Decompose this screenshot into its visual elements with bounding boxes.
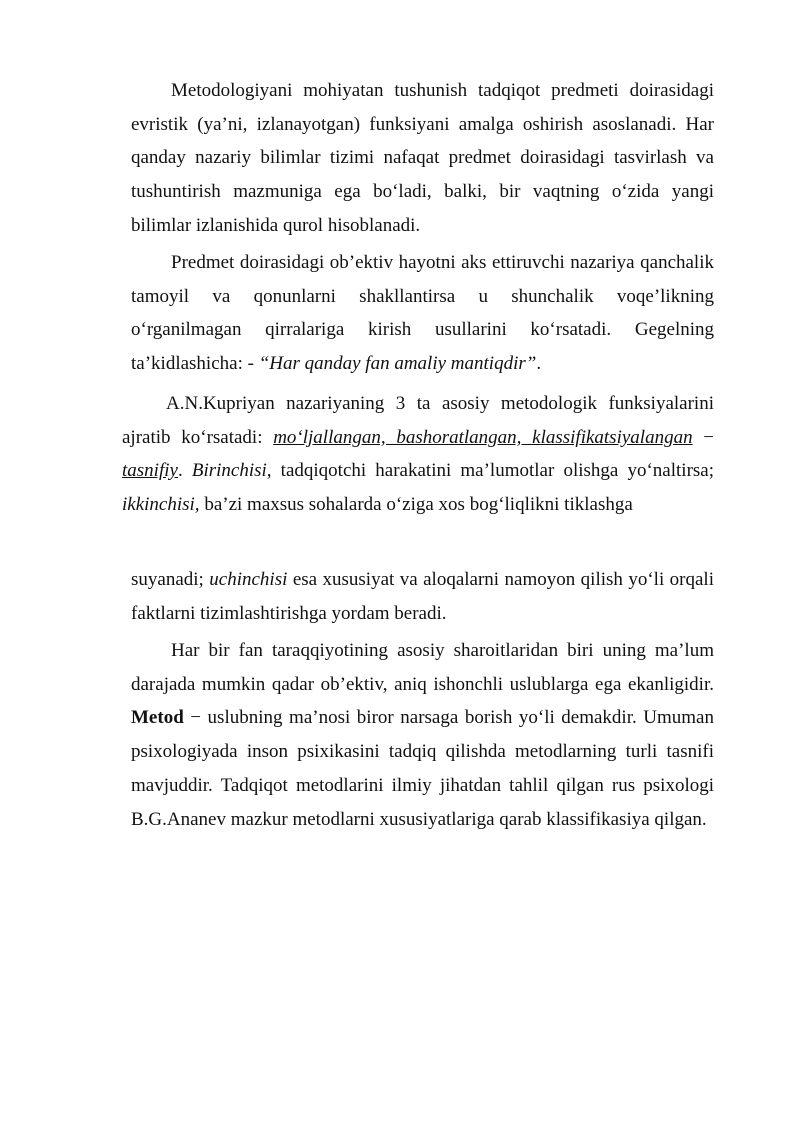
paragraph-text: . [177, 460, 192, 482]
method-term: Metod [131, 707, 184, 729]
paragraph-theory [131, 246, 714, 381]
paragraph-continuation [131, 563, 714, 630]
paragraph-text: Metodologiyani mohiyatan tushunish tadqiqot predmeti doirasidagi evristik (ya’ni, izlanayotgan) funksiyani amalga oshirish asoslanadi. Har qanday nazariy bilimlar tizimi nafaqat predmet doirasidagi tasvirlash va tushuntirish mazmuniga ega bo‘ladi, balki, bir vaqtning o‘zida yangi bilimlar izlanishida qurol hisoblanadi. [131, 80, 714, 236]
paragraph-text: Predmet doirasidagi ob’ektiv hayotni aks ettiruvchi nazariya qanchalik tamoyil va qonunlarni shakllantirsa u shunchalik voqe’likning o‘rganilmagan qirralariga kirish usullarini ko‘rsatadi. Gegelning ta’kidlashicha: - [131, 252, 714, 375]
paragraph-text-end: . [536, 353, 542, 375]
third-label: uchinchisi [209, 569, 288, 590]
paragraph-text: suyanadi; [131, 569, 210, 590]
dash: − [692, 426, 715, 448]
paragraph-kupriyan [122, 387, 714, 522]
paragraph-text: − uslubning ma’nosi biror narsaga borish yo‘li demakdir. Umuman psixologiyada inson psixikasini tadqiq qilishda metodlarning turli tasnifi mavjuddir. Tadqiqot metodlarini ilmiy jihatdan tahlil qilgan rus psixologi B.G.Ananev mazkur metodlarni xususiyatlariga qarab klassifikasiya qilgan. [131, 707, 714, 830]
paragraph-text: A.N.Kupriyan nazariyaning 3 ta asosiy metodologik funksiyalarini ajratib ko‘rsatadi: [122, 393, 714, 448]
second-label: ikkinchisi, [122, 494, 200, 516]
paragraph-text: tadqiqotchi harakatini ma’lumotlar olishga yo‘naltirsa; [271, 460, 714, 482]
paragraph-text: esa xususiyat va aloqalarni namoyon qilish yo‘li orqali faktlarni tizimlashtirishga yordam beradi. [131, 569, 714, 624]
first-label: Birinchisi, [191, 460, 272, 482]
hegel-quote: “Har qanday fan amaliy mantiqdir” [258, 353, 537, 375]
paragraph-text: Har bir fan taraqqiyotining asosiy sharoitlaridan biri uning ma’lum darajada mumkin qadar ob’ektiv, aniq ishonchli uslublarga ega ekanligidir. [131, 640, 714, 695]
functions-list-end: tasnifiy [122, 460, 178, 482]
paragraph-text: ba’zi maxsus sohalarda o‘ziga xos bog‘liqlikni tiklashga [199, 494, 633, 516]
paragraph-methodology [131, 74, 714, 243]
paragraph-method [131, 634, 714, 836]
functions-list: mo‘ljallangan, bashoratlangan, klassifikatsiyalangan [273, 426, 693, 448]
